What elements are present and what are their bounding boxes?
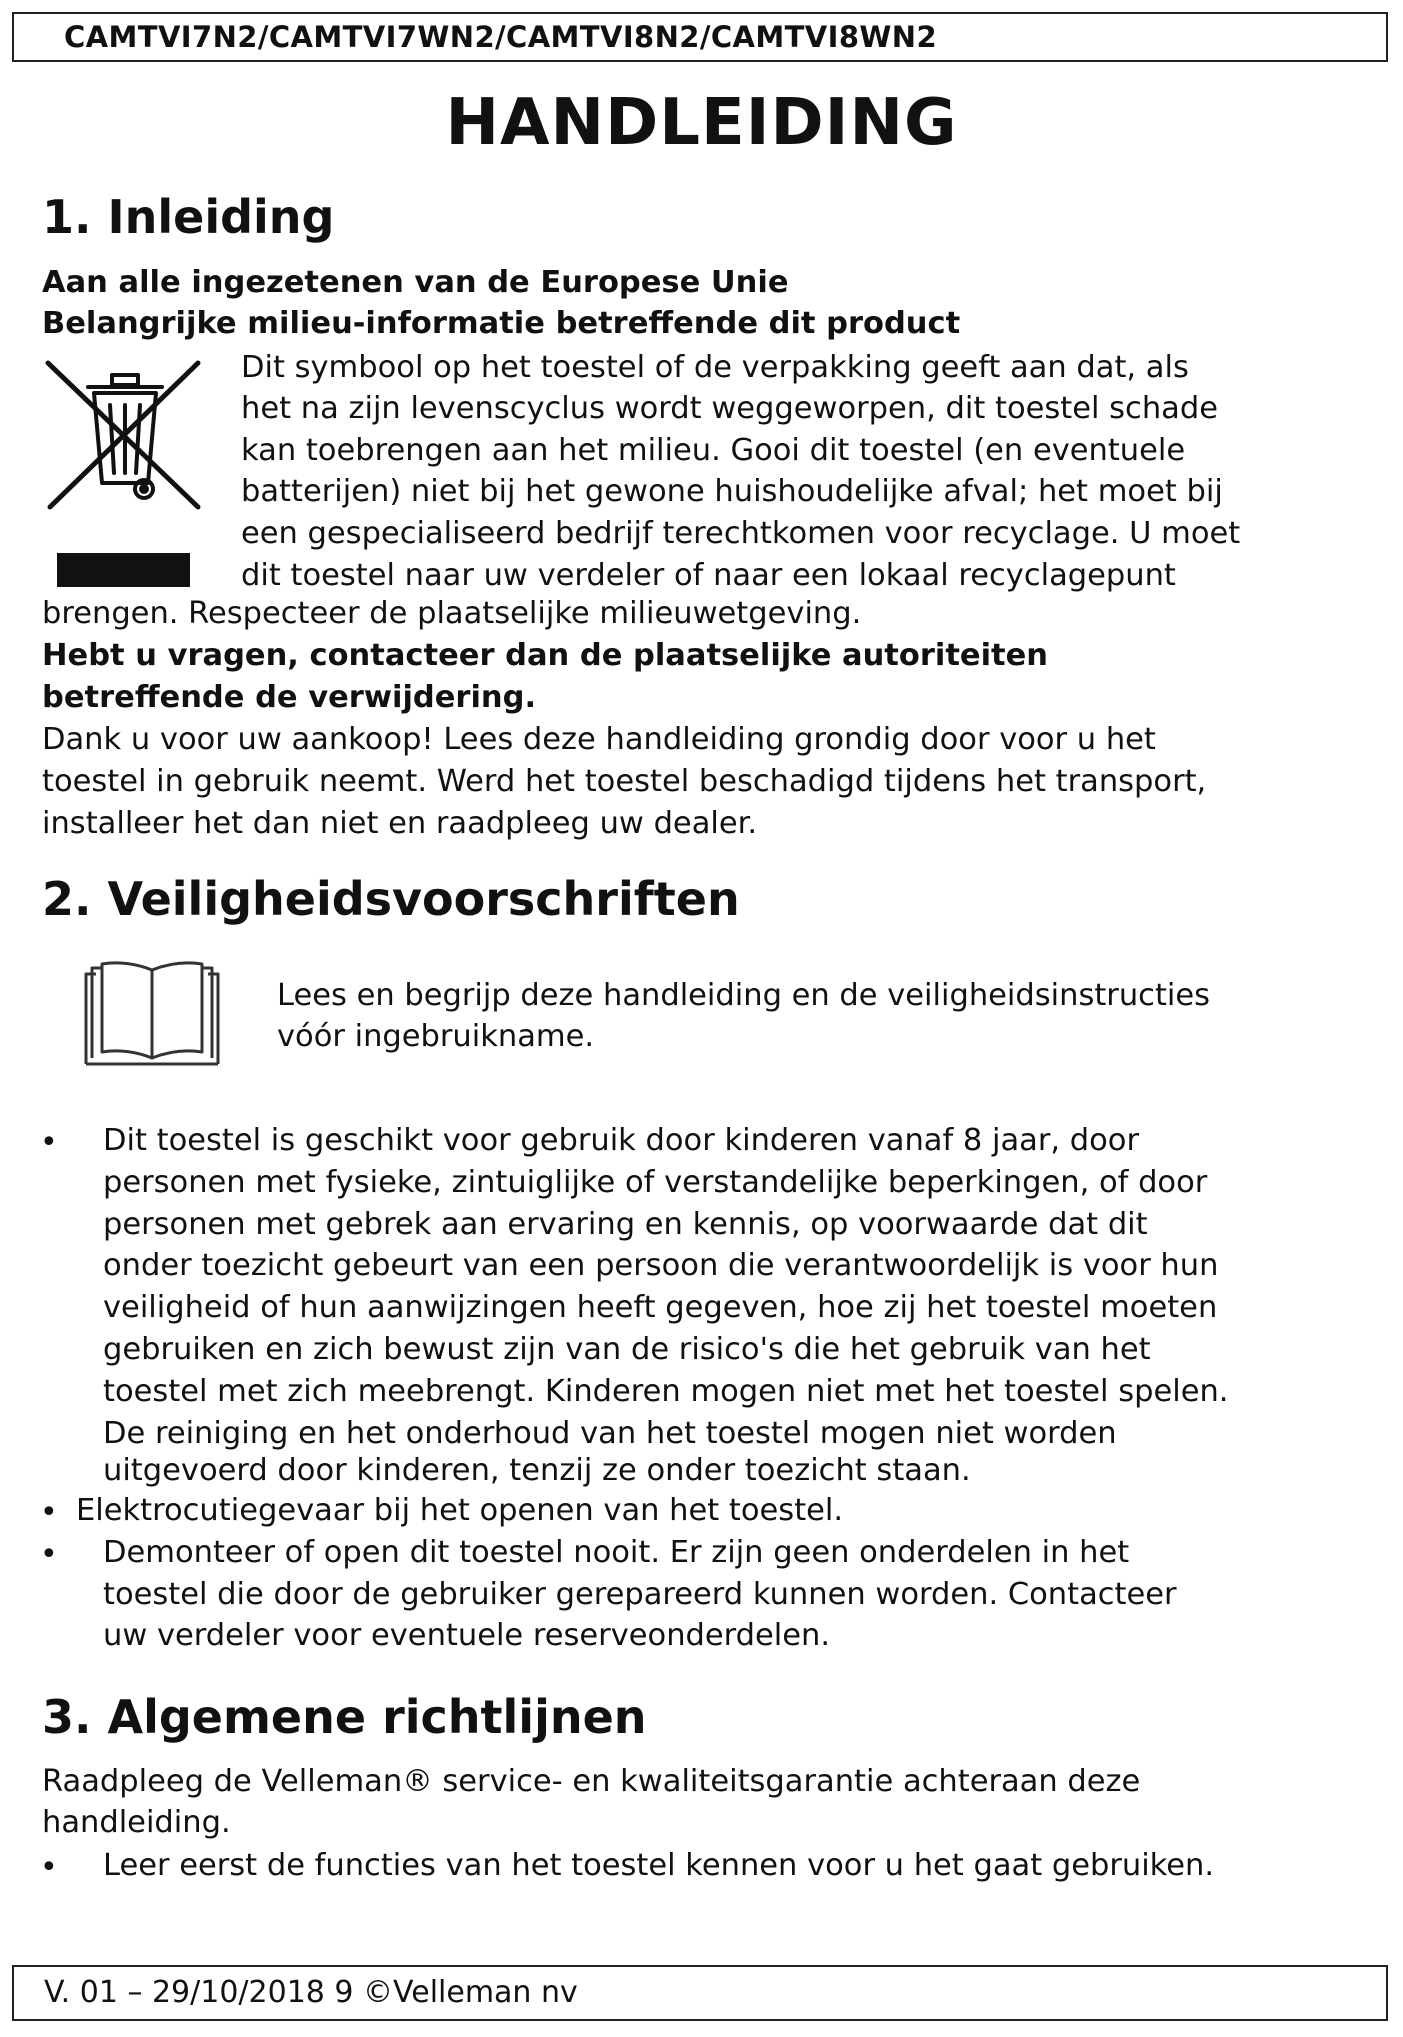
bullet-1-line-9: uitgevoerd door kinderen, tenzij ze onder toezicht staan.: [103, 1453, 971, 1488]
footer-version-text: V. 01 – 29/10/2018 9 ©Velleman nv: [44, 1975, 578, 2010]
thanks-line-3: installeer het dan niet en raadpleeg uw dealer.: [42, 806, 758, 841]
read-manual-line-2: vóór ingebruikname.: [277, 1019, 595, 1054]
bullet-2-marker: •: [40, 1495, 58, 1530]
thanks-line-2: toestel in gebruik neemt. Werd het toestel beschadigd tijdens het transport,: [42, 764, 1207, 799]
weee-text-line-5: een gespecialiseerd bedrijf terechtkomen voor recyclage. U moet: [241, 516, 1241, 551]
thanks-line-1: Dank u voor uw aankoop! Lees deze handleiding grondig door voor u het: [42, 722, 1156, 757]
bullet-1-line-1: Dit toestel is geschikt voor gebruik door kinderen vanaf 8 jaar, door: [103, 1123, 1140, 1158]
weee-black-bar: [57, 553, 190, 587]
guarantee-line-2: handleiding.: [42, 1805, 231, 1840]
section-3-bullet-1: Leer eerst de functies van het toestel kennen voor u het gaat gebruiken.: [103, 1848, 1215, 1883]
guarantee-line-1: Raadpleeg de Velleman® service- en kwaliteitsgarantie achteraan deze: [42, 1764, 1141, 1799]
bullet-1-line-5: veiligheid of hun aanwijzingen heeft gegeven, hoe zij het toestel moeten: [103, 1290, 1218, 1325]
section-2-heading: 2. Veiligheidsvoorschriften: [42, 872, 740, 926]
model-codes: CAMTVI7N2/CAMTVI7WN2/CAMTVI8N2/CAMTVI8WN2: [64, 20, 938, 54]
weee-text-continued: brengen. Respecteer de plaatselijke milieuwetgeving.: [42, 596, 862, 631]
read-manual-line-1: Lees en begrijp deze handleiding en de veiligheidsinstructies: [277, 978, 1211, 1013]
environment-info-line: Belangrijke milieu-informatie betreffende dit product: [42, 306, 961, 341]
weee-text-line-3: kan toebrengen aan het milieu. Gooi dit toestel (en eventuele: [241, 433, 1186, 468]
bullet-3-line-2: toestel die door de gebruiker gerepareerd kunnen worden. Contacteer: [103, 1577, 1177, 1612]
bullet-3-line-3: uw verdeler voor eventuele reserveonderdelen.: [103, 1618, 831, 1653]
question-line-2: betreffende de verwijdering.: [42, 680, 537, 715]
bullet-1-line-2: personen met fysieke, zintuiglijke of verstandelijke beperkingen, of door: [103, 1165, 1208, 1200]
section-1-heading: 1. Inleiding: [42, 190, 335, 244]
bullet-3-marker: •: [40, 1537, 58, 1572]
document-title: [0, 86, 1403, 160]
section-3-heading: 3. Algemene richtlijnen: [42, 1690, 647, 1744]
weee-bin-icon: [40, 355, 210, 515]
header-box: [12, 12, 1388, 62]
footer-box: [12, 1965, 1388, 2021]
section-3-bullet-marker: •: [40, 1850, 58, 1885]
bullet-1-line-4: onder toezicht gebeurt van een persoon die verantwoordelijk is voor hun: [103, 1248, 1219, 1283]
document-title-text: HANDLEIDING: [445, 86, 958, 160]
weee-text-line-6: dit toestel naar uw verdeler of naar een lokaal recyclagepunt: [241, 558, 1176, 593]
bullet-2-text: Elektrocutiegevaar bij het openen van het toestel.: [76, 1493, 844, 1528]
weee-text-line-4: batterijen) niet bij het gewone huishoudelijke afval; het moet bij: [241, 474, 1223, 509]
bullet-1-line-3: personen met gebrek aan ervaring en kennis, op voorwaarde dat dit: [103, 1207, 1148, 1242]
bullet-1-line-6: gebruiken en zich bewust zijn van de risico's die het gebruik van het: [103, 1332, 1151, 1367]
eu-residents-line: Aan alle ingezetenen van de Europese Unie: [42, 265, 789, 300]
weee-text-line-2: het na zijn levenscyclus wordt weggeworpen, dit toestel schade: [241, 391, 1218, 426]
bullet-1-marker: •: [40, 1125, 58, 1160]
book-manual-icon: [82, 960, 222, 1070]
bullet-1-line-8: De reiniging en het onderhoud van het toestel mogen niet worden: [103, 1416, 1117, 1451]
question-line-1: Hebt u vragen, contacteer dan de plaatselijke autoriteiten: [42, 638, 1049, 673]
weee-text-line-1: Dit symbool op het toestel of de verpakking geeft aan dat, als: [241, 350, 1189, 385]
bullet-1-line-7: toestel met zich meebrengt. Kinderen mogen niet met het toestel spelen.: [103, 1374, 1229, 1409]
bullet-3-line-1: Demonteer of open dit toestel nooit. Er zijn geen onderdelen in het: [103, 1535, 1130, 1570]
